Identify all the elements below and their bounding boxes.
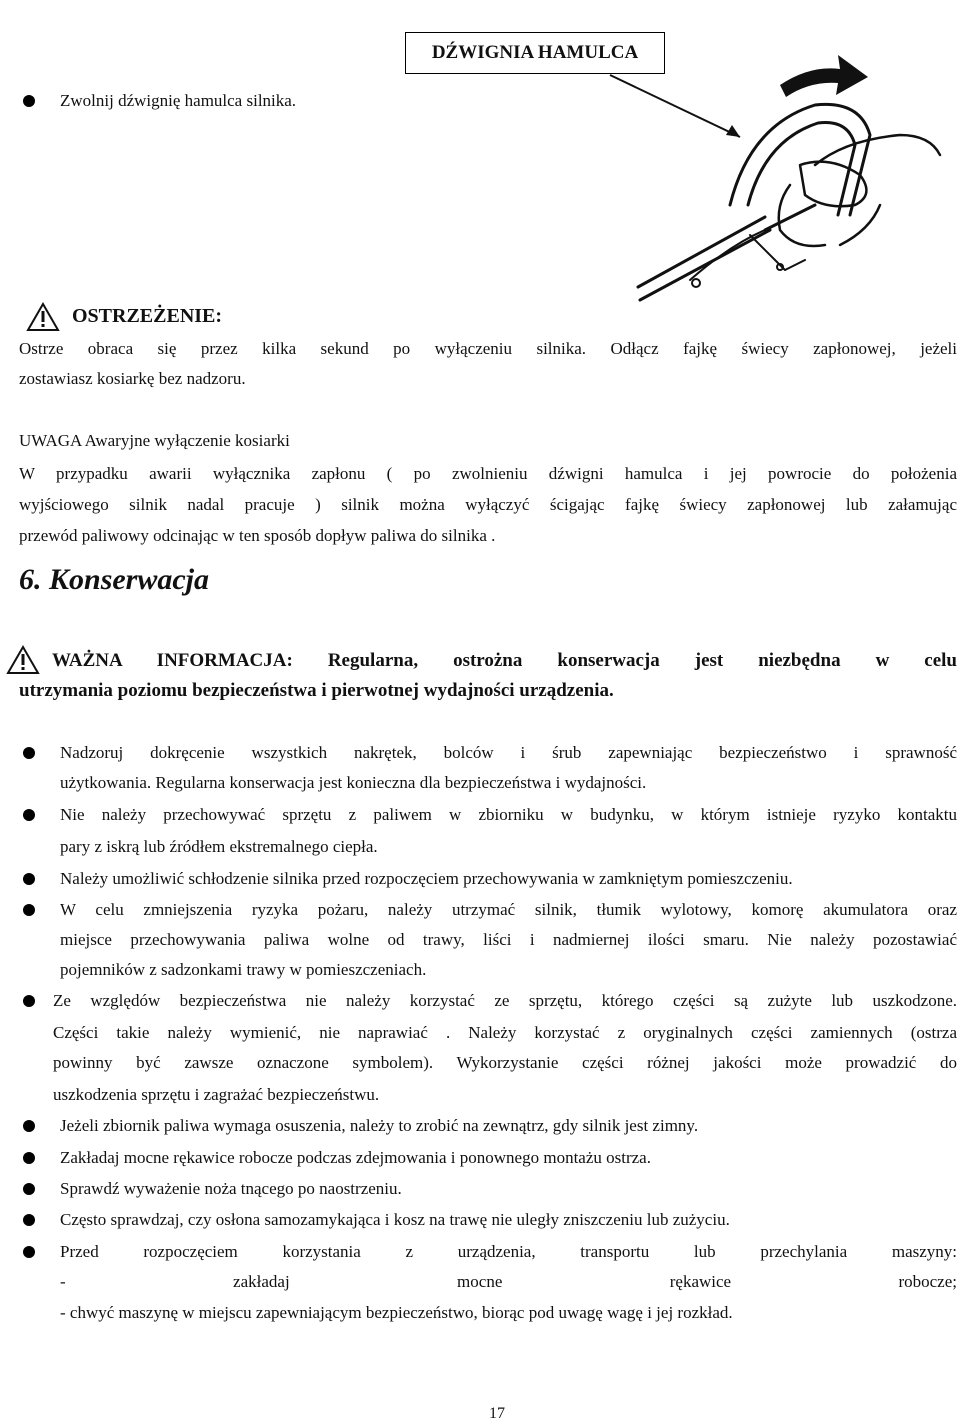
bullet-line: Ze względów bezpieczeństwa nie należy korzystać ze sprzętu, którego części są zużyte lub uszkodzone. (53, 991, 957, 1010)
warning-line-2: zostawiasz kosiarkę bez nadzoru. (19, 369, 246, 388)
bullet-line: uszkodzenia sprzętu i zagrażać bezpieczeństwu. (53, 1085, 380, 1104)
bullet-icon (23, 1152, 35, 1164)
important-line-1: WAŻNA INFORMACJA: Regularna, ostrożna konserwacja jest niezbędna w celu (52, 650, 957, 671)
bullet-line: Nie należy przechowywać sprzętu z paliwem w zbiorniku w budynku, w którym istnieje ryzyko kontaktu (60, 805, 957, 824)
bullet-icon (23, 95, 35, 107)
bullet-line: Części takie należy wymienić, nie naprawiać . Należy korzystać z oryginalnych części zamiennych (ostrza (53, 1023, 957, 1042)
bullet-line: Jeżeli zbiornik paliwa wymaga osuszenia, należy to zrobić na zewnątrz, gdy silnik jest zimny. (60, 1116, 699, 1135)
bullet-line: pary z iskrą lub źródłem ekstremalnego ciepła. (60, 837, 378, 856)
bullet-line: Przed rozpoczęciem korzystania z urządzenia, transportu lub przechylania maszyny: (60, 1242, 957, 1261)
brake-lever-label: DŹWIGNIA HAMULCA (405, 32, 665, 74)
release-text: Zwolnij dźwignię hamulca silnika. (60, 91, 297, 110)
uwaga-title: UWAGA Awaryjne wyłączenie kosiarki (19, 431, 290, 450)
warning-triangle-icon (6, 645, 40, 675)
bullet-icon (23, 747, 35, 759)
uwaga-line-1: W przypadku awarii wyłącznika zapłonu ( po zwolnieniu dźwigni hamulca i jej powrocie do położenia (19, 464, 957, 483)
bullet-line: pojemników z sadzonkami trawy w pomieszczeniach. (60, 960, 427, 979)
bullet-line: Należy umożliwić schłodzenie silnika przed rozpoczęciem przechowywania w zamkniętym pomieszczeniu. (60, 869, 793, 888)
section-heading: 6. Konserwacja (19, 563, 210, 596)
bullet-line: Sprawdź wyważenie noża tnącego po naostrzeniu. (60, 1179, 402, 1198)
bullet-icon (23, 1246, 35, 1258)
bullet-line: Zakładaj mocne rękawice robocze podczas zdejmowania i ponownego montażu ostrza. (60, 1148, 651, 1167)
warning-title: OSTRZEŻENIE: (72, 305, 223, 327)
bullet-icon (23, 1183, 35, 1195)
bullet-line: - zakładaj mocne rękawice robocze; (60, 1272, 957, 1291)
warning-triangle-icon (26, 302, 60, 332)
uwaga-line-2: wyjściowego silnik nadal pracuje ) silnik można wyłączyć ścigając fajkę świecy zapłonowej lub załamując (19, 495, 957, 514)
bullet-line: użytkowania. Regularna konserwacja jest konieczna dla bezpieczeństwa i wydajności. (60, 773, 647, 792)
page-number: 17 (489, 1405, 505, 1422)
bullet-line: W celu zmniejszenia ryzyka pożaru, należy utrzymać silnik, tłumik wylotowy, komorę akumulatora oraz (60, 900, 957, 919)
bullet-icon (23, 904, 35, 916)
warning-line-1: Ostrze obraca się przez kilka sekund po wyłączeniu silnika. Odłącz fajkę świecy zapłonowej, jeżeli (19, 339, 957, 358)
bullet-icon (23, 809, 35, 821)
bullet-line: Często sprawdzaj, czy osłona samozamykająca i kosz na trawę nie uległy zniszczeniu lub zużyciu. (60, 1210, 730, 1229)
bullet-icon (23, 1120, 35, 1132)
bullet-line: powinny być zawsze oznaczone symbolem). Wykorzystanie części różnej jakości może prowadzić do (53, 1053, 957, 1072)
bullet-line: miejsce przechowywania paliwa wolne od trawy, liści i nadmiernej ilości smaru. Nie należy pozostawiać (60, 930, 957, 949)
uwaga-line-3: przewód paliwowy odcinając w ten sposób dopływ paliwa do silnika . (19, 526, 496, 545)
brake-lever-illustration (600, 55, 960, 315)
bullet-icon (23, 873, 35, 885)
bullet-line: Nadzoruj dokręcenie wszystkich nakrętek, bolców i śrub zapewniając bezpieczeństwo i sprawność (60, 743, 957, 762)
bullet-icon (23, 1214, 35, 1226)
bullet-line: - chwyć maszynę w miejscu zapewniającym bezpieczeństwo, biorąc pod uwagę wagę i jej rozkład. (60, 1303, 733, 1322)
bullet-icon (23, 995, 35, 1007)
important-line-2: utrzymania poziomu bezpieczeństwa i pierwotnej wydajności urządzenia. (19, 680, 614, 701)
